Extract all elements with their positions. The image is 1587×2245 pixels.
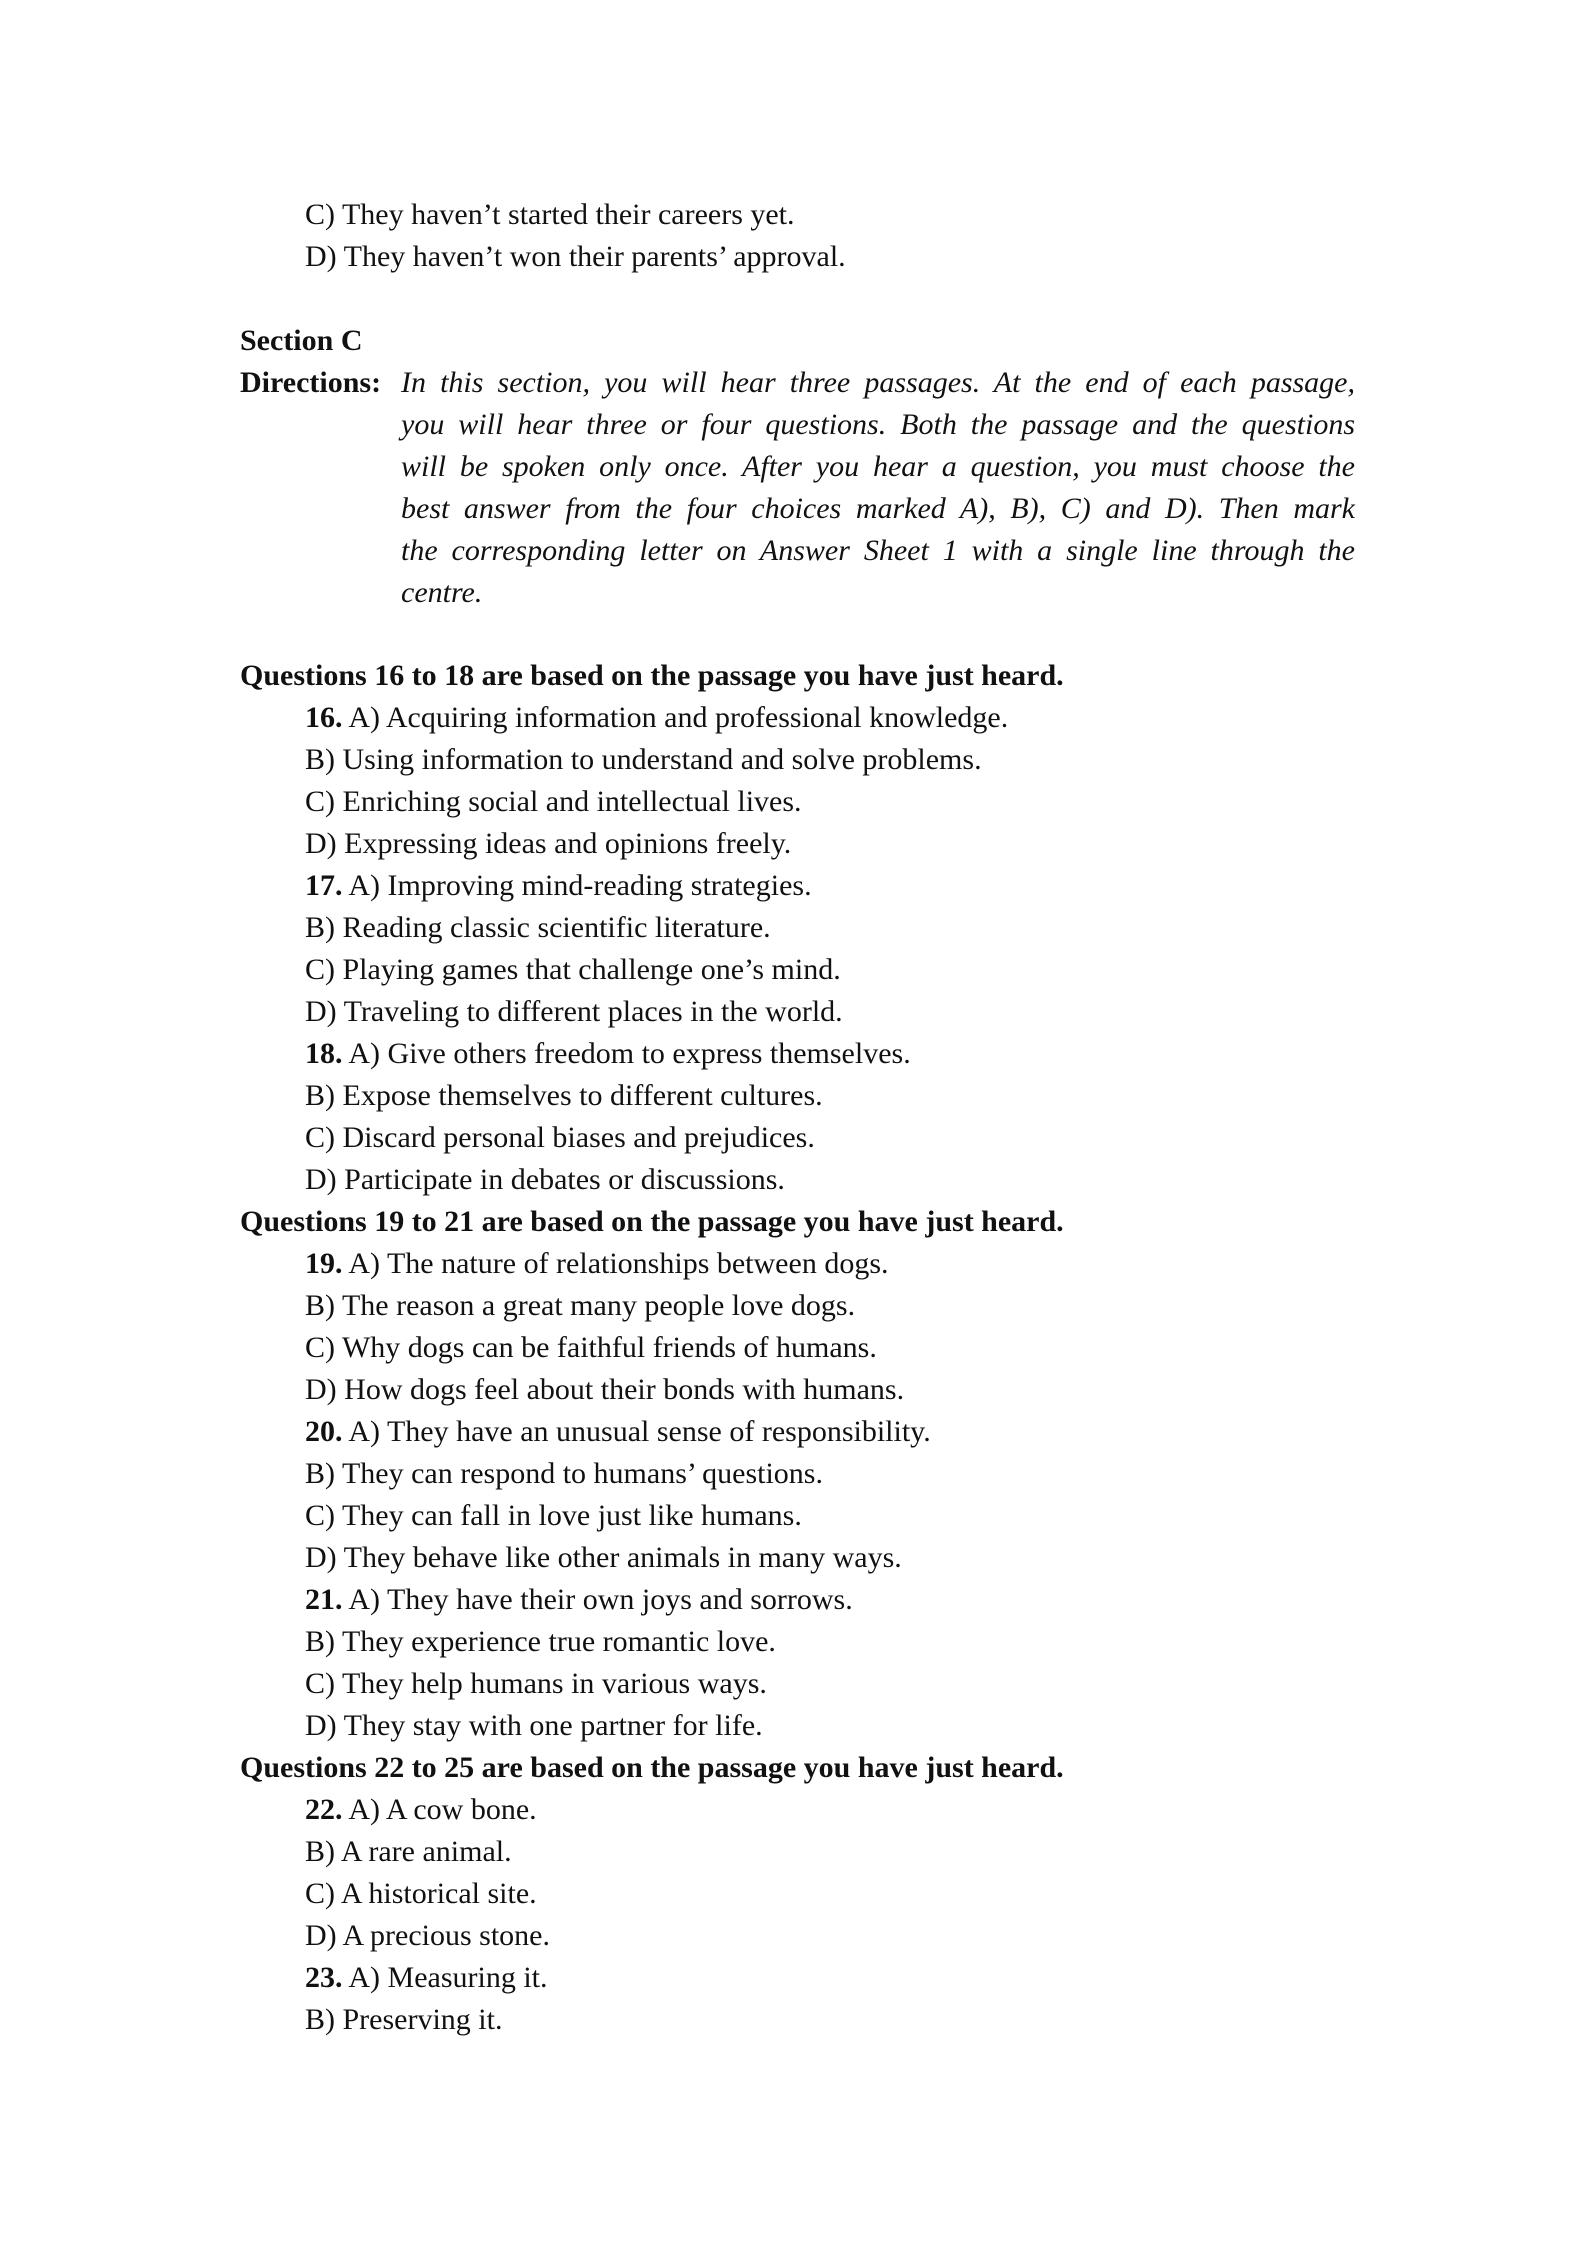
question-number: 23. [305,1961,343,1994]
question-20 [305,1411,931,1453]
option-b: B) Preserving it. [305,2003,503,2036]
option-a: A) Measuring it. [348,1961,548,1994]
question-number: 21. [305,1583,343,1616]
option-a: A) They have their own joys and sorrows. [348,1583,853,1616]
question-group-heading: Questions 22 to 25 are based on the passage you have just heard. [240,1751,1064,1784]
option-c: C) Discard personal biases and prejudices. [305,1121,815,1154]
question-number: 22. [305,1793,343,1826]
option-text: D) They haven’t won their parents’ approval. [305,240,846,273]
option-b: B) Using information to understand and solve problems. [305,743,982,776]
section-title: Section C [240,324,363,357]
question-23 [305,1957,548,1999]
question-18 [305,1033,911,1075]
option-c: C) They help humans in various ways. [305,1667,767,1700]
option-a: A) The nature of relationships between dogs. [348,1247,889,1280]
question-group-heading: Questions 16 to 18 are based on the passage you have just heard. [240,659,1064,692]
option-d: D) Participate in debates or discussions. [305,1163,785,1196]
option-c: C) Playing games that challenge one’s mind. [305,953,841,986]
option-a: A) Improving mind-reading strategies. [348,869,812,902]
question-16 [305,697,1008,739]
option-d: D) They stay with one partner for life. [305,1709,763,1742]
option-d: D) Traveling to different places in the world. [305,995,843,1028]
option-b: B) The reason a great many people love dogs. [305,1289,856,1322]
option-c: C) A historical site. [305,1877,537,1910]
directions-line: you will hear three or four questions. Both the passage and the questions [401,408,1355,441]
option-d: D) A precious stone. [305,1919,550,1952]
question-group-heading: Questions 19 to 21 are based on the passage you have just heard. [240,1205,1064,1238]
option-text: C) They haven’t started their careers yet. [305,198,795,231]
option-d: D) Expressing ideas and opinions freely. [305,827,792,860]
question-number: 18. [305,1037,343,1070]
question-22 [305,1789,537,1831]
option-a: A) Acquiring information and professional knowledge. [348,701,1009,734]
question-17 [305,865,812,907]
question-19 [305,1243,889,1285]
directions-line: the corresponding letter on Answer Sheet 1 with a single line through the [401,534,1355,567]
option-b: B) Reading classic scientific literature. [305,911,771,944]
question-number: 17. [305,869,343,902]
option-a: A) A cow bone. [348,1793,537,1826]
option-a: A) They have an unusual sense of responsibility. [348,1415,931,1448]
option-c: C) They can fall in love just like humans. [305,1499,802,1532]
question-number: 16. [305,701,343,734]
question-number: 20. [305,1415,343,1448]
directions-line: best answer from the four choices marked A), B), C) and D). Then mark [401,492,1355,525]
directions-text [401,362,1355,614]
directions-line: centre. [401,576,483,609]
option-c: C) Why dogs can be faithful friends of humans. [305,1331,877,1364]
directions-line: will be spoken only once. After you hear a question, you must choose the [401,450,1355,483]
option-b: B) They experience true romantic love. [305,1625,776,1658]
option-b: B) Expose themselves to different cultures. [305,1079,823,1112]
question-number: 19. [305,1247,343,1280]
option-a: A) Give others freedom to express themselves. [348,1037,911,1070]
directions-label: Directions: [240,366,382,399]
question-21 [305,1579,853,1621]
option-d: D) They behave like other animals in many ways. [305,1541,902,1574]
directions-line: In this section, you will hear three passages. At the end of each passage, [401,366,1355,399]
option-c: C) Enriching social and intellectual lives. [305,785,802,818]
option-b: B) A rare animal. [305,1835,512,1868]
option-d: D) How dogs feel about their bonds with humans. [305,1373,905,1406]
option-b: B) They can respond to humans’ questions. [305,1457,823,1490]
